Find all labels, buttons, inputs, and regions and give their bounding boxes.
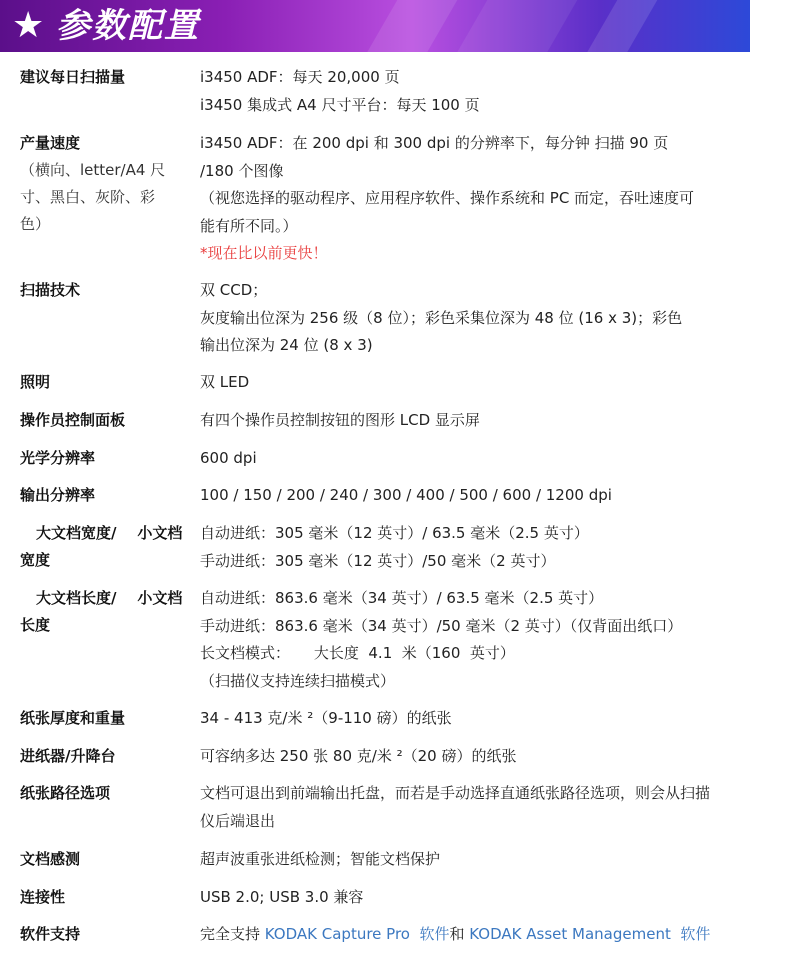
spec-value: 34 - 413 克/米 ²（9-110 磅）的纸张 [200,709,452,727]
spec-row-panel [0,407,790,434]
spec-label-group [0,520,183,574]
spec-value: 600 dpi [200,449,257,467]
spec-label: 大文档长度/ 小文档 [36,589,183,607]
spec-line: 仪后端退出 [200,811,276,830]
spec-row-document-width [0,520,790,574]
banner-ray [571,0,669,52]
spec-label: 宽度 [20,551,51,569]
spec-label: 产量速度 [20,134,81,152]
spec-label: 软件支持 [20,925,81,943]
spec-label: 长度 [20,616,51,634]
spec-label: 建议每日扫描量 [20,68,126,86]
spec-value: 超声波重张进纸检测；智能文档保护 [200,850,441,868]
spec-row-paper-weight [0,705,790,732]
spec-value [200,277,740,360]
spec-line: （扫描仪支持连续扫描模式） [200,671,396,690]
spec-label-sub: （横向、letter/A4 尺 [20,161,166,179]
spec-label: 文档感测 [20,850,81,868]
spec-label-group [0,130,180,238]
spec-line: 手动进纸：863.6 毫米（34 英寸）/50 毫米（2 英寸）（仅背面出纸口） [200,616,683,635]
spec-value: 可容纳多达 250 张 80 克/米 ²（20 磅）的纸张 [200,747,517,765]
spec-line: 自动进纸：305 毫米（12 英寸）/ 63.5 毫米（2.5 英寸） [200,524,589,542]
spec-label-group [0,585,183,639]
spec-row-document-sensing [0,846,790,873]
spec-line: i3450 ADF：每天 20,000 页 [200,68,400,86]
spec-row-speed [0,130,790,262]
spec-label: 纸张厚度和重量 [20,709,126,727]
spec-value [200,520,740,575]
spec-line: （视您选择的驱动程序、应用程序软件、操作系统和 PC 而定，吞吐速度可 [200,189,695,207]
spec-label: 光学分辨率 [20,449,96,467]
spec-row-optical-resolution [0,445,790,472]
speed-note: *现在比以前更快！ [200,244,328,262]
spec-value: 双 LED [200,373,250,391]
spec-line: /180 个图像 [200,161,284,180]
spec-label-sub: 色） [20,215,51,233]
spec-label: 操作员控制面板 [20,411,126,429]
spec-line: 手动进纸：305 毫米（12 英寸）/50 毫米（2 英寸） [200,551,556,570]
spec-label: 扫描技术 [20,281,81,299]
spec-row-output-resolution [0,482,790,509]
spec-row-lighting [0,369,790,396]
spec-label: 纸张路径选项 [20,784,111,802]
spec-line: i3450 集成式 A4 尺寸平台：每天 100 页 [200,95,480,114]
spec-label: 输出分辨率 [20,486,96,504]
spec-label: 连接性 [20,888,66,906]
spec-line: 自动进纸：863.6 毫米（34 英寸）/ 63.5 毫米（2.5 英寸） [200,589,604,607]
spec-line: 能有所不同。） [200,216,298,235]
section-banner [0,0,750,52]
spec-row-daily-volume [0,64,790,114]
spec-row-connectivity [0,884,790,911]
spec-value [200,921,740,949]
spec-label-sub: 寸、黑白、灰阶、彩 [20,188,156,206]
banner-ray [441,0,589,52]
software-mid: 和 [449,925,470,943]
spec-value: USB 2.0; USB 3.0 兼容 [200,888,364,906]
spec-row-feeder [0,743,790,770]
spec-value: 100 / 150 / 200 / 240 / 300 / 400 / 500 / 600 / 1200 dpi [200,486,612,504]
page-title: 参数配置 [56,6,200,46]
spec-label: 大文档宽度/ 小文档 [36,524,183,542]
spec-value [200,585,740,695]
spec-value [200,130,740,268]
spec-row-document-length [0,585,790,690]
spec-label: 进纸器/升降台 [20,747,116,765]
star-icon: ★ [12,5,45,46]
spec-label: 照明 [20,373,51,391]
kodak-asset-management-link[interactable]: KODAK Asset Management 软件 [469,925,711,943]
spec-line: 文档可退出到前端输出托盘，而若是手动选择直通纸张路径选项，则会从扫描 [200,784,711,802]
spec-value: 有四个操作员控制按钮的图形 LCD 显示屏 [200,411,480,429]
kodak-capture-pro-link[interactable]: KODAK Capture Pro 软件 [264,925,450,943]
spec-line: 双 CCD； [200,281,268,299]
banner-ray [351,0,469,52]
software-prefix: 完全支持 [200,925,265,943]
spec-line: 输出位深为 24 位 (8 x 3) [200,336,373,354]
spec-line: i3450 ADF：在 200 dpi 和 300 dpi 的分辨率下，每分钟 扫描 90 页 [200,134,669,152]
spec-value [200,64,740,119]
spec-row-software [0,921,790,948]
spec-value [200,780,740,835]
spec-line: 长文档模式： 大长度 4.1 米（160 英寸） [200,644,515,662]
spec-row-scan-tech [0,277,790,354]
spec-row-paper-path [0,780,790,830]
spec-line: 灰度输出位深为 256 级（8 位）；彩色采集位深为 48 位 (16 x 3)；彩色 [200,308,683,327]
